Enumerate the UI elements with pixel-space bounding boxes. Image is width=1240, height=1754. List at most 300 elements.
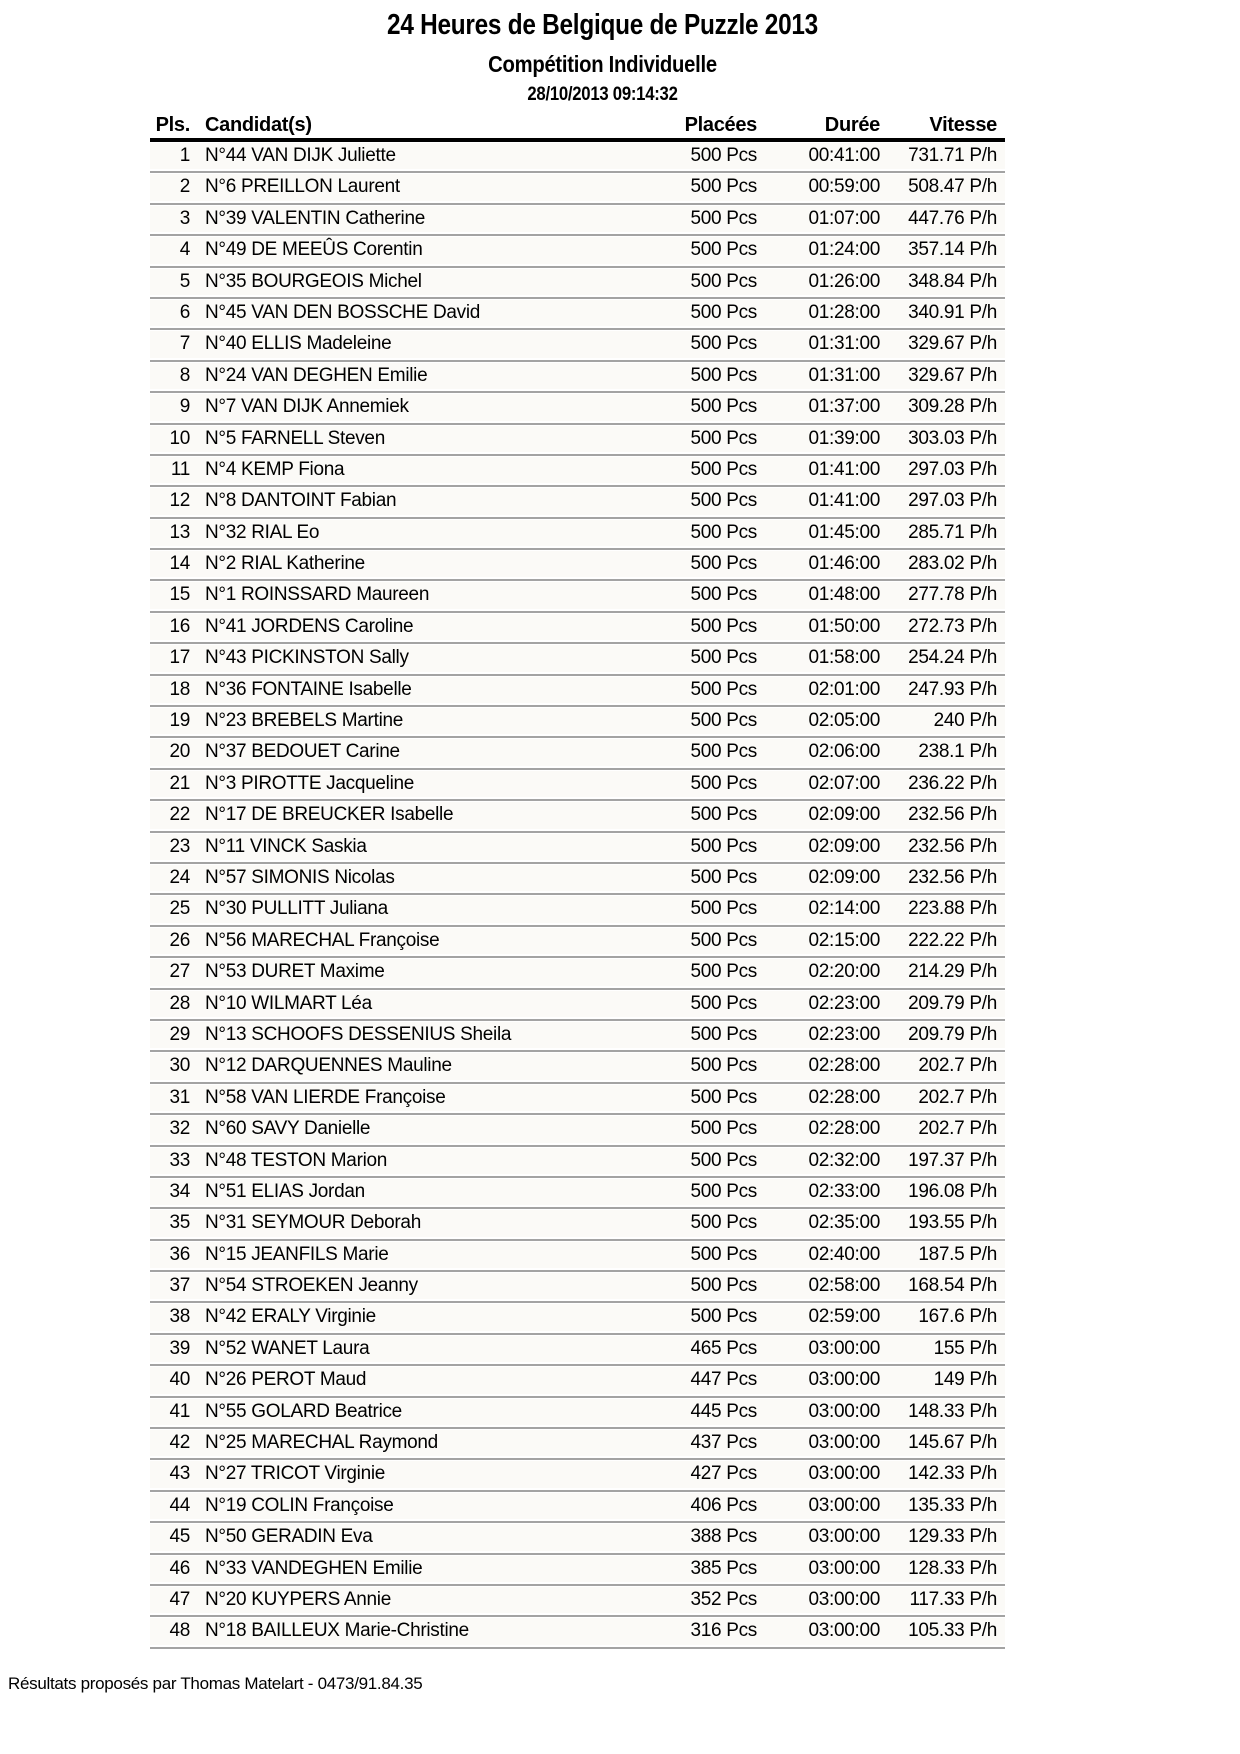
duree-cell: 03:00:00 xyxy=(808,1588,880,1610)
duree-cell: 02:23:00 xyxy=(808,1023,880,1045)
table-row xyxy=(150,1460,1005,1491)
vitesse-cell: 135.33 P/h xyxy=(908,1494,997,1516)
vitesse-cell: 303.03 P/h xyxy=(908,427,997,449)
placees-cell: 500 Pcs xyxy=(690,929,757,951)
table-header-row xyxy=(150,112,1005,142)
rank-cell: 36 xyxy=(169,1243,190,1265)
table-row xyxy=(150,676,1005,707)
candidat-cell: N°36 FONTAINE Isabelle xyxy=(205,678,412,700)
placees-cell: 500 Pcs xyxy=(690,1212,757,1234)
candidat-cell: N°23 BREBELS Martine xyxy=(205,710,404,732)
table-row xyxy=(150,801,1005,832)
table-row xyxy=(150,205,1005,236)
duree-cell: 03:00:00 xyxy=(808,1494,880,1516)
placees-cell: 500 Pcs xyxy=(690,490,757,512)
candidat-cell: N°44 VAN DIJK Juliette xyxy=(205,145,396,166)
duree-cell: 01:31:00 xyxy=(808,333,880,355)
candidat-cell: N°49 DE MEEÛS Corentin xyxy=(205,239,423,261)
vitesse-cell: 232.56 P/h xyxy=(908,866,997,888)
candidat-cell: N°55 GOLARD Beatrice xyxy=(205,1400,402,1422)
results-rows xyxy=(150,142,1005,1649)
vitesse-cell: 222.22 P/h xyxy=(908,929,997,951)
placees-cell: 437 Pcs xyxy=(690,1432,757,1454)
table-row xyxy=(150,644,1005,675)
placees-cell: 500 Pcs xyxy=(690,333,757,355)
rank-cell: 12 xyxy=(169,490,190,512)
vitesse-cell: 145.67 P/h xyxy=(908,1432,997,1454)
table-row xyxy=(150,707,1005,738)
placees-cell: 388 Pcs xyxy=(690,1526,757,1548)
duree-cell: 01:31:00 xyxy=(808,364,880,386)
rank-cell: 29 xyxy=(169,1023,190,1045)
placees-cell: 447 Pcs xyxy=(690,1369,757,1391)
table-row xyxy=(150,1429,1005,1460)
rank-cell: 40 xyxy=(169,1369,190,1391)
table-row xyxy=(150,990,1005,1021)
rank-cell: 33 xyxy=(169,1149,190,1171)
rank-cell: 37 xyxy=(169,1275,190,1297)
candidat-cell: N°2 RIAL Katherine xyxy=(205,553,365,575)
placees-cell: 406 Pcs xyxy=(690,1494,757,1516)
duree-cell: 01:37:00 xyxy=(808,396,880,418)
candidat-cell: N°37 BEDOUET Carine xyxy=(205,741,400,763)
placees-cell: 500 Pcs xyxy=(690,1275,757,1297)
rank-cell: 30 xyxy=(169,1055,190,1077)
duree-cell: 01:26:00 xyxy=(808,270,880,292)
table-row xyxy=(150,456,1005,487)
vitesse-cell: 309.28 P/h xyxy=(908,396,997,418)
footer-credit: Résultats proposés par Thomas Matelart - 0473/91.84.35 xyxy=(8,1674,423,1693)
candidat-cell: N°48 TESTON Marion xyxy=(205,1149,388,1171)
placees-cell: 500 Pcs xyxy=(690,961,757,983)
placees-cell: 500 Pcs xyxy=(690,301,757,323)
candidat-cell: N°1 ROINSSARD Maureen xyxy=(205,584,430,606)
table-row xyxy=(150,393,1005,424)
vitesse-cell: 254.24 P/h xyxy=(908,647,997,669)
table-row xyxy=(150,550,1005,581)
duree-cell: 02:23:00 xyxy=(808,992,880,1014)
table-row xyxy=(150,1555,1005,1586)
vitesse-cell: 348.84 P/h xyxy=(908,270,997,292)
duree-cell: 02:28:00 xyxy=(808,1086,880,1108)
rank-cell: 39 xyxy=(169,1337,190,1359)
candidat-cell: N°32 RIAL Eo xyxy=(205,521,320,543)
table-row xyxy=(150,1084,1005,1115)
candidat-cell: N°60 SAVY Danielle xyxy=(205,1118,371,1140)
vitesse-cell: 277.78 P/h xyxy=(908,584,997,606)
table-row xyxy=(150,362,1005,393)
candidat-cell: N°56 MARECHAL Françoise xyxy=(205,929,440,951)
vitesse-cell: 247.93 P/h xyxy=(908,678,997,700)
column-header-candidat: Candidat(s) xyxy=(205,114,312,136)
candidat-cell: N°4 KEMP Fiona xyxy=(205,458,345,480)
placees-cell: 500 Pcs xyxy=(690,207,757,229)
placees-cell: 500 Pcs xyxy=(690,678,757,700)
rank-cell: 9 xyxy=(179,396,190,418)
rank-cell: 14 xyxy=(169,553,190,575)
duree-cell: 03:00:00 xyxy=(808,1337,880,1359)
rank-cell: 28 xyxy=(169,992,190,1014)
vitesse-cell: 508.47 P/h xyxy=(908,176,997,198)
rank-cell: 34 xyxy=(169,1180,190,1202)
candidat-cell: N°31 SEYMOUR Deborah xyxy=(205,1212,421,1234)
placees-cell: 385 Pcs xyxy=(690,1557,757,1579)
duree-cell: 01:58:00 xyxy=(808,647,880,669)
candidat-cell: N°12 DARQUENNES Mauline xyxy=(205,1055,452,1077)
duree-cell: 02:40:00 xyxy=(808,1243,880,1265)
rank-cell: 24 xyxy=(169,866,190,888)
results-table xyxy=(150,112,1005,1649)
duree-cell: 01:41:00 xyxy=(808,458,880,480)
placees-cell: 500 Pcs xyxy=(690,741,757,763)
candidat-cell: N°18 BAILLEUX Marie-Christine xyxy=(205,1620,469,1642)
candidat-cell: N°51 ELIAS Jordan xyxy=(205,1180,365,1202)
duree-cell: 02:35:00 xyxy=(808,1212,880,1234)
duree-cell: 03:00:00 xyxy=(808,1369,880,1391)
table-row xyxy=(150,958,1005,989)
duree-cell: 02:06:00 xyxy=(808,741,880,763)
table-row xyxy=(150,1492,1005,1523)
page-title: 24 Heures de Belgique de Puzzle 2013 xyxy=(387,9,818,41)
report-timestamp: 28/10/2013 09:14:32 xyxy=(527,84,678,105)
candidat-cell: N°15 JEANFILS Marie xyxy=(205,1243,389,1265)
vitesse-cell: 202.7 P/h xyxy=(918,1055,997,1077)
vitesse-cell: 297.03 P/h xyxy=(908,458,997,480)
table-row xyxy=(150,1241,1005,1272)
vitesse-cell: 202.7 P/h xyxy=(918,1118,997,1140)
table-row xyxy=(150,1366,1005,1397)
placees-cell: 500 Pcs xyxy=(690,553,757,575)
placees-cell: 500 Pcs xyxy=(690,1023,757,1045)
vitesse-cell: 223.88 P/h xyxy=(908,898,997,920)
table-row xyxy=(150,770,1005,801)
table-row xyxy=(150,1021,1005,1052)
rank-cell: 35 xyxy=(169,1212,190,1234)
candidat-cell: N°45 VAN DEN BOSSCHE David xyxy=(205,301,481,323)
table-row xyxy=(150,895,1005,926)
vitesse-cell: 285.71 P/h xyxy=(908,521,997,543)
table-row xyxy=(150,487,1005,518)
rank-cell: 21 xyxy=(169,772,190,794)
candidat-cell: N°53 DURET Maxime xyxy=(205,961,385,983)
rank-cell: 11 xyxy=(170,458,190,480)
candidat-cell: N°40 ELLIS Madeleine xyxy=(205,333,392,355)
rank-cell: 26 xyxy=(169,929,190,951)
placees-cell: 352 Pcs xyxy=(690,1588,757,1610)
duree-cell: 01:39:00 xyxy=(808,427,880,449)
table-row xyxy=(150,1586,1005,1617)
vitesse-cell: 168.54 P/h xyxy=(908,1275,997,1297)
candidat-cell: N°17 DE BREUCKER Isabelle xyxy=(205,804,454,826)
duree-cell: 02:01:00 xyxy=(808,678,880,700)
vitesse-cell: 283.02 P/h xyxy=(908,553,997,575)
duree-cell: 01:07:00 xyxy=(808,207,880,229)
duree-cell: 02:05:00 xyxy=(808,710,880,732)
table-row xyxy=(150,1335,1005,1366)
rank-cell: 5 xyxy=(179,270,190,292)
vitesse-cell: 193.55 P/h xyxy=(908,1212,997,1234)
candidat-cell: N°54 STROEKEN Jeanny xyxy=(205,1275,418,1297)
vitesse-cell: 129.33 P/h xyxy=(908,1526,997,1548)
duree-cell: 01:24:00 xyxy=(808,239,880,261)
table-row xyxy=(150,1115,1005,1146)
rank-cell: 42 xyxy=(169,1432,190,1454)
vitesse-cell: 329.67 P/h xyxy=(908,333,997,355)
vitesse-cell: 240 P/h xyxy=(933,710,997,732)
candidat-cell: N°20 KUYPERS Annie xyxy=(205,1588,391,1610)
duree-cell: 02:28:00 xyxy=(808,1055,880,1077)
rank-cell: 4 xyxy=(179,239,190,261)
vitesse-cell: 340.91 P/h xyxy=(908,301,997,323)
candidat-cell: N°42 ERALY Virginie xyxy=(205,1306,376,1328)
candidat-cell: N°13 SCHOOFS DESSENIUS Sheila xyxy=(205,1023,512,1045)
candidat-cell: N°43 PICKINSTON Sally xyxy=(205,647,409,669)
table-row xyxy=(150,1052,1005,1083)
duree-cell: 02:28:00 xyxy=(808,1118,880,1140)
duree-cell: 01:28:00 xyxy=(808,301,880,323)
rank-cell: 16 xyxy=(169,615,190,637)
candidat-cell: N°41 JORDENS Caroline xyxy=(205,615,414,637)
rank-cell: 31 xyxy=(169,1086,190,1108)
placees-cell: 500 Pcs xyxy=(690,270,757,292)
duree-cell: 03:00:00 xyxy=(808,1432,880,1454)
rank-cell: 10 xyxy=(169,427,190,449)
rank-cell: 44 xyxy=(169,1494,190,1516)
rank-cell: 18 xyxy=(169,678,190,700)
duree-cell: 02:33:00 xyxy=(808,1180,880,1202)
table-row xyxy=(150,1147,1005,1178)
rank-cell: 38 xyxy=(169,1306,190,1328)
candidat-cell: N°35 BOURGEOIS Michel xyxy=(205,270,422,292)
duree-cell: 00:59:00 xyxy=(808,176,880,198)
placees-cell: 500 Pcs xyxy=(690,710,757,732)
rank-cell: 22 xyxy=(169,804,190,826)
candidat-cell: N°25 MARECHAL Raymond xyxy=(205,1432,438,1454)
table-row xyxy=(150,581,1005,612)
table-row xyxy=(150,833,1005,864)
table-row xyxy=(150,1398,1005,1429)
duree-cell: 02:07:00 xyxy=(808,772,880,794)
rank-cell: 3 xyxy=(179,207,190,229)
table-row xyxy=(150,268,1005,299)
table-row xyxy=(150,330,1005,361)
candidat-cell: N°11 VINCK Saskia xyxy=(205,835,367,857)
placees-cell: 500 Pcs xyxy=(690,1149,757,1171)
duree-cell: 03:00:00 xyxy=(808,1463,880,1485)
rank-cell: 13 xyxy=(169,521,190,543)
table-row xyxy=(150,1523,1005,1554)
duree-cell: 02:58:00 xyxy=(808,1275,880,1297)
table-row xyxy=(150,864,1005,895)
duree-cell: 03:00:00 xyxy=(808,1620,880,1642)
duree-cell: 01:46:00 xyxy=(808,553,880,575)
vitesse-cell: 167.6 P/h xyxy=(918,1306,997,1328)
candidat-cell: N°5 FARNELL Steven xyxy=(205,427,385,449)
vitesse-cell: 357.14 P/h xyxy=(908,239,997,261)
rank-cell: 17 xyxy=(169,647,190,669)
placees-cell: 500 Pcs xyxy=(690,647,757,669)
vitesse-cell: 297.03 P/h xyxy=(908,490,997,512)
rank-cell: 25 xyxy=(169,898,190,920)
placees-cell: 500 Pcs xyxy=(690,1086,757,1108)
duree-cell: 02:09:00 xyxy=(808,835,880,857)
placees-cell: 500 Pcs xyxy=(690,898,757,920)
vitesse-cell: 202.7 P/h xyxy=(918,1086,997,1108)
rank-cell: 27 xyxy=(169,961,190,983)
rank-cell: 19 xyxy=(169,710,190,732)
placees-cell: 500 Pcs xyxy=(690,239,757,261)
candidat-cell: N°10 WILMART Léa xyxy=(205,992,372,1014)
placees-cell: 500 Pcs xyxy=(690,458,757,480)
vitesse-cell: 209.79 P/h xyxy=(908,1023,997,1045)
placees-cell: 316 Pcs xyxy=(690,1620,757,1642)
placees-cell: 500 Pcs xyxy=(690,992,757,1014)
vitesse-cell: 196.08 P/h xyxy=(908,1180,997,1202)
placees-cell: 500 Pcs xyxy=(690,804,757,826)
rank-cell: 6 xyxy=(179,301,190,323)
placees-cell: 465 Pcs xyxy=(690,1337,757,1359)
placees-cell: 500 Pcs xyxy=(690,1118,757,1140)
rank-cell: 48 xyxy=(169,1620,190,1642)
table-row xyxy=(150,1303,1005,1334)
vitesse-cell: 105.33 P/h xyxy=(908,1620,997,1642)
duree-cell: 02:09:00 xyxy=(808,804,880,826)
table-row xyxy=(150,1617,1005,1648)
candidat-cell: N°3 PIROTTE Jacqueline xyxy=(205,772,415,794)
vitesse-cell: 209.79 P/h xyxy=(908,992,997,1014)
column-header-vitesse: Vitesse xyxy=(929,114,997,136)
candidat-cell: N°30 PULLITT Juliana xyxy=(205,898,388,920)
table-row xyxy=(150,236,1005,267)
vitesse-cell: 148.33 P/h xyxy=(908,1400,997,1422)
column-header-placees: Placées xyxy=(684,114,757,136)
placees-cell: 500 Pcs xyxy=(690,427,757,449)
vitesse-cell: 232.56 P/h xyxy=(908,835,997,857)
placees-cell: 500 Pcs xyxy=(690,772,757,794)
placees-cell: 500 Pcs xyxy=(690,835,757,857)
duree-cell: 02:59:00 xyxy=(808,1306,880,1328)
placees-cell: 500 Pcs xyxy=(690,584,757,606)
table-row xyxy=(150,425,1005,456)
duree-cell: 03:00:00 xyxy=(808,1557,880,1579)
table-row xyxy=(150,613,1005,644)
duree-cell: 03:00:00 xyxy=(808,1400,880,1422)
rank-cell: 46 xyxy=(169,1557,190,1579)
candidat-cell: N°57 SIMONIS Nicolas xyxy=(205,866,395,888)
table-row xyxy=(150,173,1005,204)
vitesse-cell: 155 P/h xyxy=(933,1337,997,1359)
vitesse-cell: 232.56 P/h xyxy=(908,804,997,826)
placees-cell: 427 Pcs xyxy=(690,1463,757,1485)
duree-cell: 02:14:00 xyxy=(808,898,880,920)
column-header-duree: Durée xyxy=(824,114,880,136)
duree-cell: 01:41:00 xyxy=(808,490,880,512)
duree-cell: 01:48:00 xyxy=(808,584,880,606)
vitesse-cell: 447.76 P/h xyxy=(908,207,997,229)
rank-cell: 7 xyxy=(179,333,190,355)
vitesse-cell: 187.5 P/h xyxy=(918,1243,997,1265)
vitesse-cell: 329.67 P/h xyxy=(908,364,997,386)
vitesse-cell: 236.22 P/h xyxy=(908,772,997,794)
candidat-cell: N°8 DANTOINT Fabian xyxy=(205,490,397,512)
vitesse-cell: 214.29 P/h xyxy=(908,961,997,983)
table-row xyxy=(150,1178,1005,1209)
placees-cell: 500 Pcs xyxy=(690,866,757,888)
rank-cell: 23 xyxy=(169,835,190,857)
rank-cell: 43 xyxy=(169,1463,190,1485)
rank-cell: 41 xyxy=(169,1400,190,1422)
candidat-cell: N°58 VAN LIERDE Françoise xyxy=(205,1086,446,1108)
placees-cell: 500 Pcs xyxy=(690,396,757,418)
duree-cell: 02:20:00 xyxy=(808,961,880,983)
candidat-cell: N°27 TRICOT Virginie xyxy=(205,1463,386,1485)
placees-cell: 500 Pcs xyxy=(690,176,757,198)
vitesse-cell: 731.71 P/h xyxy=(908,145,997,166)
placees-cell: 445 Pcs xyxy=(690,1400,757,1422)
placees-cell: 500 Pcs xyxy=(690,1055,757,1077)
page-subtitle: Compétition Individuelle xyxy=(488,51,717,77)
candidat-cell: N°24 VAN DEGHEN Emilie xyxy=(205,364,428,386)
vitesse-cell: 272.73 P/h xyxy=(908,615,997,637)
placees-cell: 500 Pcs xyxy=(690,521,757,543)
candidat-cell: N°26 PEROT Maud xyxy=(205,1369,367,1391)
candidat-cell: N°6 PREILLON Laurent xyxy=(205,176,400,198)
document-header xyxy=(150,0,1055,112)
vitesse-cell: 142.33 P/h xyxy=(908,1463,997,1485)
rank-cell: 32 xyxy=(169,1118,190,1140)
vitesse-cell: 149 P/h xyxy=(933,1369,997,1391)
duree-cell: 01:50:00 xyxy=(808,615,880,637)
table-row xyxy=(150,738,1005,769)
duree-cell: 02:32:00 xyxy=(808,1149,880,1171)
rank-cell: 2 xyxy=(179,176,190,198)
table-row xyxy=(150,927,1005,958)
candidat-cell: N°7 VAN DIJK Annemiek xyxy=(205,396,409,418)
duree-cell: 00:41:00 xyxy=(808,145,880,166)
candidat-cell: N°33 VANDEGHEN Emilie xyxy=(205,1557,423,1579)
rank-cell: 47 xyxy=(169,1588,190,1610)
rank-cell: 1 xyxy=(179,145,190,166)
duree-cell: 01:45:00 xyxy=(808,521,880,543)
rank-cell: 8 xyxy=(179,364,190,386)
rank-cell: 45 xyxy=(169,1526,190,1548)
table-row xyxy=(150,519,1005,550)
duree-cell: 02:15:00 xyxy=(808,929,880,951)
candidat-cell: N°19 COLIN Françoise xyxy=(205,1494,394,1516)
rank-cell: 15 xyxy=(169,584,190,606)
table-row xyxy=(150,1209,1005,1240)
candidat-cell: N°52 WANET Laura xyxy=(205,1337,370,1359)
placees-cell: 500 Pcs xyxy=(690,1180,757,1202)
duree-cell: 02:09:00 xyxy=(808,866,880,888)
placees-cell: 500 Pcs xyxy=(690,1243,757,1265)
placees-cell: 500 Pcs xyxy=(690,615,757,637)
placees-cell: 500 Pcs xyxy=(690,1306,757,1328)
table-row xyxy=(150,142,1005,173)
vitesse-cell: 128.33 P/h xyxy=(908,1557,997,1579)
duree-cell: 03:00:00 xyxy=(808,1526,880,1548)
candidat-cell: N°50 GERADIN Eva xyxy=(205,1526,373,1548)
rank-cell: 20 xyxy=(169,741,190,763)
placees-cell: 500 Pcs xyxy=(690,364,757,386)
table-row xyxy=(150,299,1005,330)
candidat-cell: N°39 VALENTIN Catherine xyxy=(205,207,425,229)
vitesse-cell: 238.1 P/h xyxy=(918,741,997,763)
placees-cell: 500 Pcs xyxy=(690,145,757,166)
vitesse-cell: 117.33 P/h xyxy=(909,1588,997,1610)
table-row xyxy=(150,1272,1005,1303)
vitesse-cell: 197.37 P/h xyxy=(908,1149,997,1171)
